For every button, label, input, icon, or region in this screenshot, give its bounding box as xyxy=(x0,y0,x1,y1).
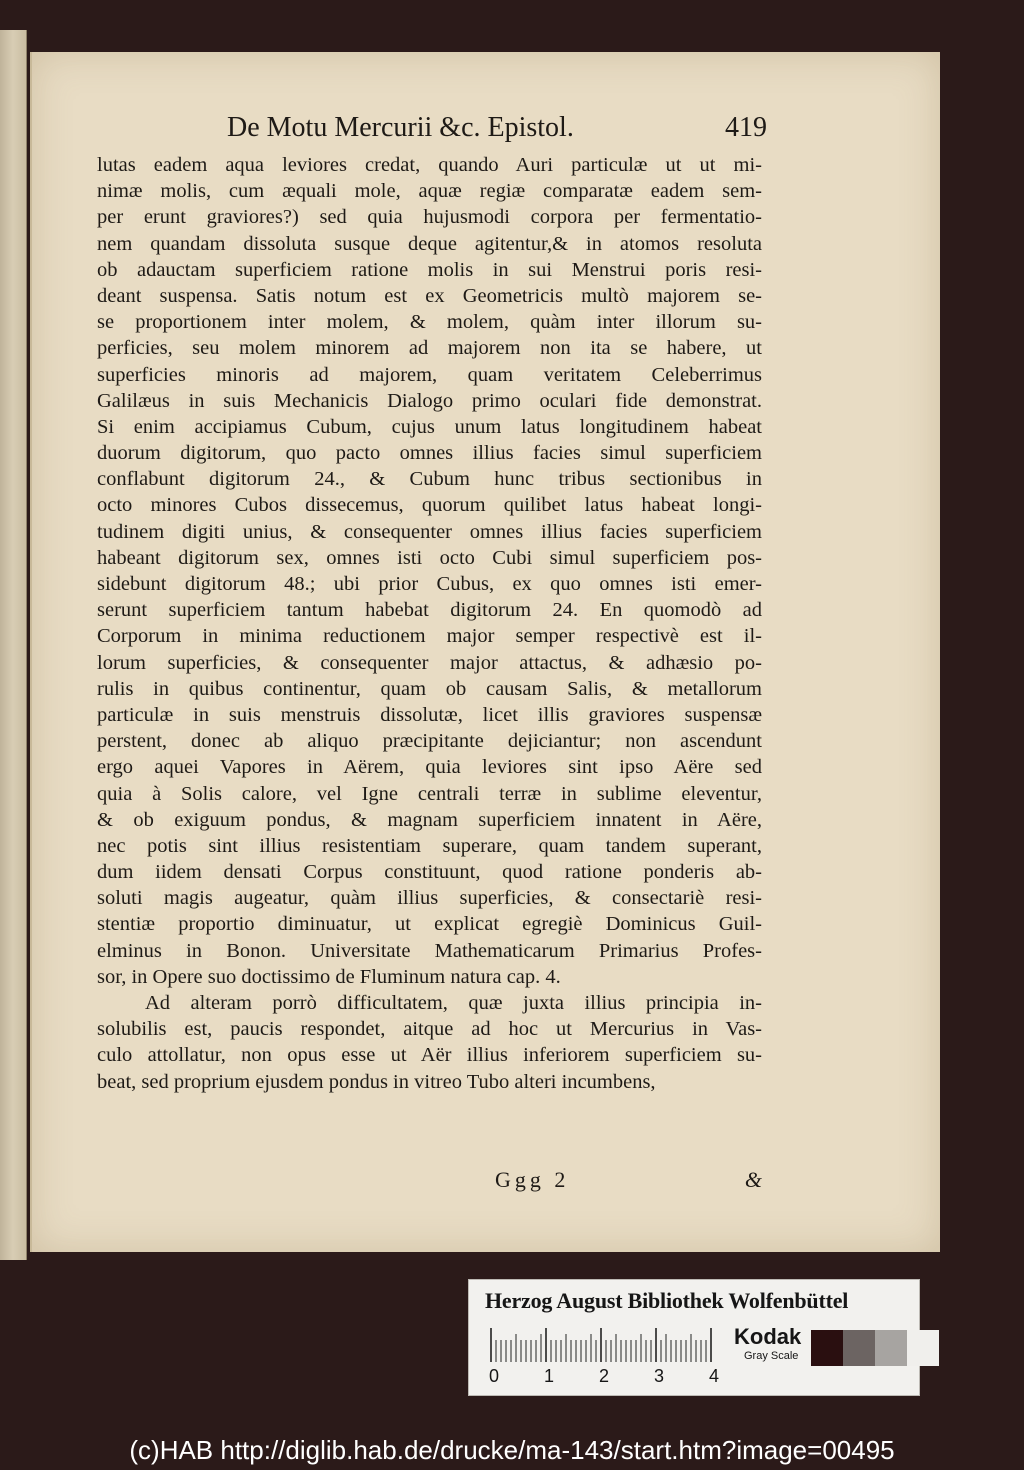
gray-swatch xyxy=(811,1330,843,1366)
text-line: beat, sed proprium ejusdem pondus in vitreo Tubo alteri incumbens, xyxy=(97,1070,656,1093)
ruler-numbers xyxy=(489,1366,729,1388)
page-number: 419 xyxy=(725,112,767,143)
gray-swatch xyxy=(875,1330,907,1366)
text-line: nimæ molis, cum æquali mole, aquæ regiæ comparatæ eadem sem- xyxy=(97,180,762,203)
ruler-number: 3 xyxy=(654,1366,665,1386)
gray-scale-swatches xyxy=(811,1330,939,1366)
signature-mark: Ggg 2 xyxy=(495,1167,570,1192)
text-line: perstent, donec ab aliquo præcipitante dejiciantur; non ascendunt xyxy=(97,730,762,753)
text-line: Si enim accipiamus Cubum, cujus unum latus longitudinem habeat xyxy=(97,415,762,438)
kodak-logo: Kodak xyxy=(734,1324,802,1349)
text-line: tudinem digiti unius, & consequenter omnes illius facies superficiem xyxy=(97,520,762,543)
text-line: nem quandam dissoluta susque deque agitentur,& in atomos resoluta xyxy=(97,232,762,255)
body-text xyxy=(97,152,762,1095)
institution-name: Herzog August Bibliothek Wolfenbüttel xyxy=(485,1288,849,1313)
ruler-number: 0 xyxy=(489,1366,500,1386)
copyright-footer: (c)HAB http://diglib.hab.de/drucke/ma-143/start.htm?image=00495 xyxy=(129,1435,895,1465)
text-line: nec potis sint illius resistentiam superare, quam tandem superant, xyxy=(97,834,762,857)
text-line: Galilæus in suis Mechanicis Dialogo primo oculari fide demonstrat. xyxy=(97,389,762,412)
text-line: quia à Solis calore, vel Igne centrali terræ in sublime eleventur, xyxy=(97,782,762,805)
text-line: Ad alteram porrò difficultatem, quæ juxta illius principia in- xyxy=(145,992,762,1014)
text-line: serunt superficiem tantum habebat digitorum 24. En quomodò ad xyxy=(97,599,762,622)
text-line: lutas eadem aqua leviores credat, quando Auri particulæ ut ut mi- xyxy=(97,154,762,176)
text-line: stentiæ proportio diminuatur, ut explicat egregiè Dominicus Guil- xyxy=(97,913,762,936)
text-line: octo minores Cubos dissecemus, quorum quilibet latus habeat longi- xyxy=(97,494,762,517)
ruler-ticks xyxy=(489,1328,719,1364)
left-page-edge xyxy=(0,30,27,1260)
footer-line xyxy=(97,1167,762,1197)
measurement-ruler xyxy=(489,1328,719,1388)
text-line: perficies, seu molem minorem ad majorem non ita se habere, ut xyxy=(97,337,762,360)
text-line: soluti magis augeatur, quàm illius superficies, & consectariè resi- xyxy=(97,887,762,910)
text-line: culo attollatur, non opus esse ut Aër illius inferiorem superficiem su- xyxy=(97,1044,762,1067)
text-line: rulis in quibus continentur, quam ob causam Salis, & metallorum xyxy=(97,677,762,700)
text-line: duorum digitorum, quo pacto omnes illius facies simul superficiem xyxy=(97,442,762,465)
ruler-number: 4 xyxy=(709,1366,720,1386)
gray-scale-label: Gray Scale xyxy=(744,1350,799,1362)
text-line: solubilis est, paucis respondet, aitque ad hoc ut Mercurius in Vas- xyxy=(97,1018,762,1041)
gray-swatch xyxy=(843,1330,875,1366)
text-line: particulæ in suis menstruis dissolutæ, licet illis graviores suspensæ xyxy=(97,703,762,726)
text-line: sidebunt digitorum 48.; ubi prior Cubus, ex quo omnes isti emer- xyxy=(97,573,762,595)
text-line: per erunt graviores?) sed quia hujusmodi corpora per fermentatio- xyxy=(97,206,762,229)
ruler-number: 2 xyxy=(599,1366,610,1386)
text-line: dum iidem densati Corpus constituunt, quod ratione ponderis ab- xyxy=(97,861,762,884)
text-line: & ob exiguum pondus, & magnam superficiem innatent in Aëre, xyxy=(97,808,762,831)
text-line: se proportionem inter molem, & molem, quàm inter illorum su- xyxy=(97,311,762,334)
library-label xyxy=(468,1279,920,1396)
text-line: superficies minoris ad majorem, quam veritatem Celeberrimus xyxy=(97,363,762,386)
text-line: ergo aquei Vapores in Aërem, quia leviores sint ipso Aëre sed xyxy=(97,756,762,779)
text-line: ob adauctam superficiem ratione molis in sui Menstrui poris resi- xyxy=(97,258,762,281)
catchword: & xyxy=(744,1167,762,1192)
text-line: lorum superficies, & consequenter major attactus, & adhæsio po- xyxy=(97,651,762,674)
text-line: deant suspensa. Satis notum est ex Geometricis multò majorem se- xyxy=(97,284,762,307)
text-line: conflabunt digitorum 24., & Cubum hunc tribus sectionibus in xyxy=(97,468,762,491)
gray-swatch xyxy=(907,1330,939,1366)
running-head xyxy=(227,112,767,148)
text-line: Corporum in minima reductionem major semper respectivè est il- xyxy=(97,625,762,648)
running-head-title: De Motu Mercurii &c. Epistol. xyxy=(227,112,574,143)
book-page xyxy=(30,52,940,1252)
text-line: habeant digitorum sex, omnes isti octo Cubi simul superficiem pos- xyxy=(97,546,762,569)
text-line: elminus in Bonon. Universitate Mathematicarum Primarius Profes- xyxy=(97,939,762,962)
ruler-number: 1 xyxy=(544,1366,555,1386)
text-line: sor, in Opere suo doctissimo de Fluminum natura cap. 4. xyxy=(97,965,561,988)
